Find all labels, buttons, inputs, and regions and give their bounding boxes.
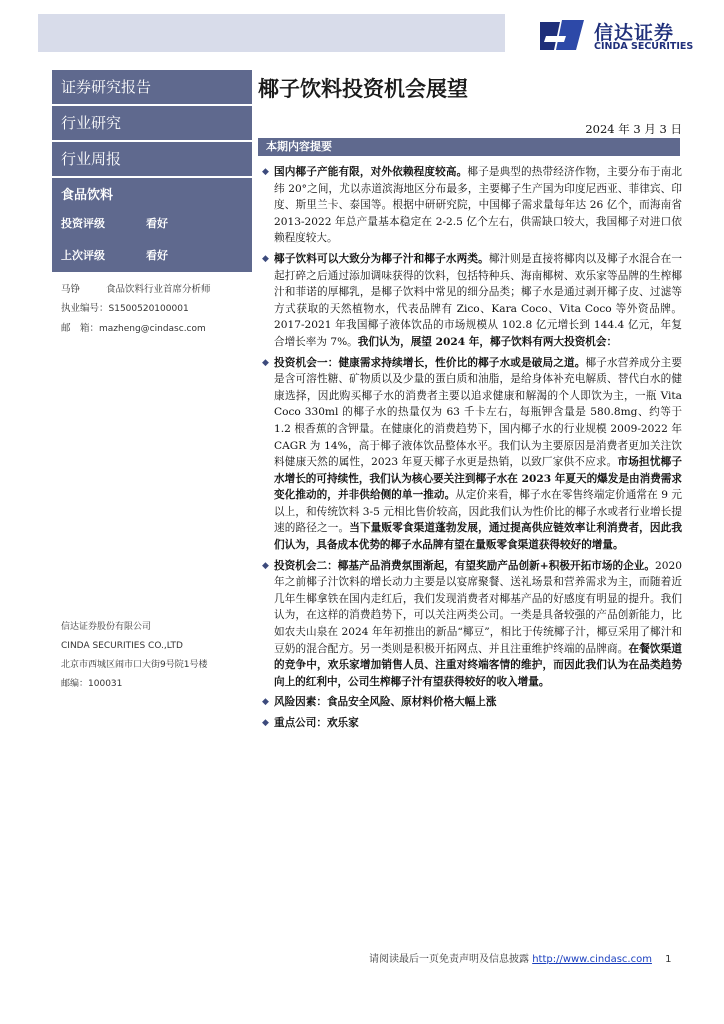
paragraph-text: 椰子水营养成分主要是含可溶性糖、矿物质以及少量的蛋白质和油脂，是给身体补充电解质、替代白水的健康选择，因此购买椰子水的消费者主要以追求健康和解渴的个人即饮为主，一瓶 Vita Coco 330ml 的椰子水的热量仅为 63 千卡左右，每瓶钾含量是 580.8mg、约等于 1.2 根香蕉的含钾量。在健康化的消费趋势下，国内椰子水的行业规模 2009-2022 年 CAGR 为 14%，高于椰子液体饮品整体水平。我们认为主要原因是消费者更加关注饮料健康天然的属性，2023 年夏天椰子水更是热销，以致厂家供不应求。 xyxy=(274,356,683,469)
cinda-logo xyxy=(536,14,706,56)
diamond-bullet-icon: ◆ xyxy=(262,167,269,177)
paragraph-emphasis: 我们认为，展望 2024 年，椰子饮料有两大投资机会： xyxy=(357,335,618,348)
rating-value: 看好 xyxy=(146,217,168,230)
report-title: 椰子饮料投资机会展望 xyxy=(258,77,468,101)
paragraph xyxy=(262,251,682,351)
logo-text-en: CINDA SECURITIES xyxy=(594,41,694,52)
zip-code: 100031 xyxy=(88,679,123,689)
section-header: 本期内容提要 xyxy=(258,138,680,156)
subcategory-label: 行业周报 xyxy=(52,142,252,176)
paragraph xyxy=(262,164,682,247)
category-label: 行业研究 xyxy=(52,106,252,140)
disclaimer-notice: 请阅读最后一页免责声明及信息披露 xyxy=(369,954,529,965)
email-label: 邮 箱： xyxy=(61,323,100,334)
key-companies: 重点公司：欢乐家 xyxy=(274,717,359,729)
paragraph-emphasis: 当下量贩零食渠道蓬勃发展，通过提高供应链效率让利消费者，因此我们认为，具备成本优势的椰子水品牌有望在量贩零食渠道获得较好的增量。 xyxy=(274,522,682,552)
cinda-logo-mark-icon xyxy=(536,16,588,54)
analyst-row xyxy=(61,280,252,299)
prev-rating-value: 看好 xyxy=(146,249,168,262)
logo-text-cn: 信达证券 xyxy=(594,22,675,44)
company-name-cn: 信达证券股份有限公司 xyxy=(61,622,152,632)
paragraph-text: 2020 年之前椰子汁饮料的增长动力主要是以宴席聚餐、送礼场景和营养需求为主，而随着近几年生椰拿铁在国内走红后，我们发现消费者对椰基产品的好感度有明显的提升。我们认为，在这样的消费趋势下，可以关注两类公司。一类是具备较强的产品创新能力，比如农夫山泉在 2024 年年初推出的新品“椰豆”，相比于传统椰子汁，椰豆采用了椰汁和豆奶的混合配方。另一类则是积极开拓网点、并且注重维护终端的品牌商。 xyxy=(274,559,682,655)
analyst-info xyxy=(52,280,252,339)
website-link[interactable]: http://www.cindasc.com xyxy=(532,954,652,965)
top-banner xyxy=(38,14,505,52)
paragraph-text: 椰汁则是直接将椰肉以及椰子水混合在一起打碎之后通过添加调味获得的饮料，包括特种兵、海南椰树、欢乐家等品牌的生榨椰汁和菲诺的厚椰乳，是椰子饮料中常见的细分品类；椰子水是通过剥开椰子皮、过滤等方式获取的天然植物水，代表品牌有 Zico、Kara Coco、Vita Coco 等外资品牌。2017-2021 年我国椰子液体饮品的市场规模从 102.8 亿元增长到 144.4 亿元，年复合增长率为 7%。 xyxy=(274,252,682,348)
page-footer xyxy=(369,950,672,965)
prev-rating-row xyxy=(61,247,244,263)
paragraph-lead: 国内椰子产能有限，对外依赖程度较高。 xyxy=(274,166,468,178)
paragraph xyxy=(262,355,682,554)
paragraph-text: 椰子是典型的热带经济作物，主要分布于南北纬 20°之间，尤以赤道滨海地区分布最多，主要椰子生产国为印度尼西亚、菲律宾、印度、斯里兰卡、泰国等。根据中研研究院，中国椰子需求量每年达 26 亿个，而海南省 2013-2022 年总产量基本稳定在 2-2.5 亿个左右，供需缺口较大，我国椰子对进口依赖程度较大。 xyxy=(274,166,683,245)
diamond-bullet-icon: ◆ xyxy=(262,357,269,368)
license-number: S1500520100001 xyxy=(108,304,189,314)
risk-factors: 风险因素：食品安全风险、原材料价格大幅上涨 xyxy=(274,696,497,709)
report-type-label: 证券研究报告 xyxy=(52,70,252,104)
diamond-bullet-icon: ◆ xyxy=(262,697,269,708)
paragraph-text: 从定价来看，椰子水在零售终端定价通常在 9 元以上，和传统饮料 3-5 元相比售价较高，因此我们认为性价比的椰子水或者行业增长提速的路径之一。 xyxy=(274,489,682,535)
paragraph-lead: 椰子饮料可以大致分为椰子汁和椰子水两类。 xyxy=(274,252,489,265)
rating-label: 投资评级 xyxy=(61,217,105,230)
paragraph-emphasis: 市场担忧椰子水增长的可持续性，我们认为核心要关注到椰子水在 2023 年夏天的爆发是由消费需求变化推动的，并非供给侧的单一推动。 xyxy=(274,456,682,502)
paragraph xyxy=(262,715,682,732)
paragraph xyxy=(262,694,682,711)
report-body xyxy=(262,164,682,736)
page-number: 1 xyxy=(665,954,672,965)
company-name-en: CINDA SECURITIES CO.,LTD xyxy=(61,641,183,651)
paragraph-lead: 投资机会二：椰基产品消费氛围渐起，有望奖励产品创新+积极开拓市场的企业。 xyxy=(274,559,656,572)
report-date: 2024 年 3 月 3 日 xyxy=(585,122,682,136)
company-address: 北京市西城区闹市口大街9号院1号楼 xyxy=(61,660,208,670)
email-row xyxy=(61,319,252,339)
company-zip-row xyxy=(61,675,261,694)
sector-label: 食品饮料 xyxy=(61,188,114,203)
analyst-title: 食品饮料行业首席分析师 xyxy=(106,284,211,295)
diamond-bullet-icon: ◆ xyxy=(262,560,269,571)
company-info xyxy=(61,618,261,694)
license-row xyxy=(61,299,252,319)
paragraph xyxy=(262,558,682,691)
license-label: 执业编号： xyxy=(61,303,109,314)
rating-panel xyxy=(52,178,252,272)
analyst-name: 马铮 xyxy=(61,284,81,295)
rating-row xyxy=(61,215,244,231)
zip-label: 邮编： xyxy=(61,679,89,689)
diamond-bullet-icon: ◆ xyxy=(262,718,269,728)
sidebar xyxy=(52,70,252,339)
diamond-bullet-icon: ◆ xyxy=(262,253,269,264)
email-link[interactable]: mazheng@cindasc.com xyxy=(99,324,206,334)
paragraph-lead: 投资机会一：健康需求持续增长，性价比的椰子水或是破局之道。 xyxy=(274,356,586,369)
paragraph-emphasis: 在餐饮渠道的竞争中，欢乐家增加销售人员、注重对终端客情的维护，而因此我们认为在品类趋势向上的红利中，公司生榨椰子汁有望获得较好的收入增量。 xyxy=(274,642,683,688)
prev-rating-label: 上次评级 xyxy=(61,249,105,262)
